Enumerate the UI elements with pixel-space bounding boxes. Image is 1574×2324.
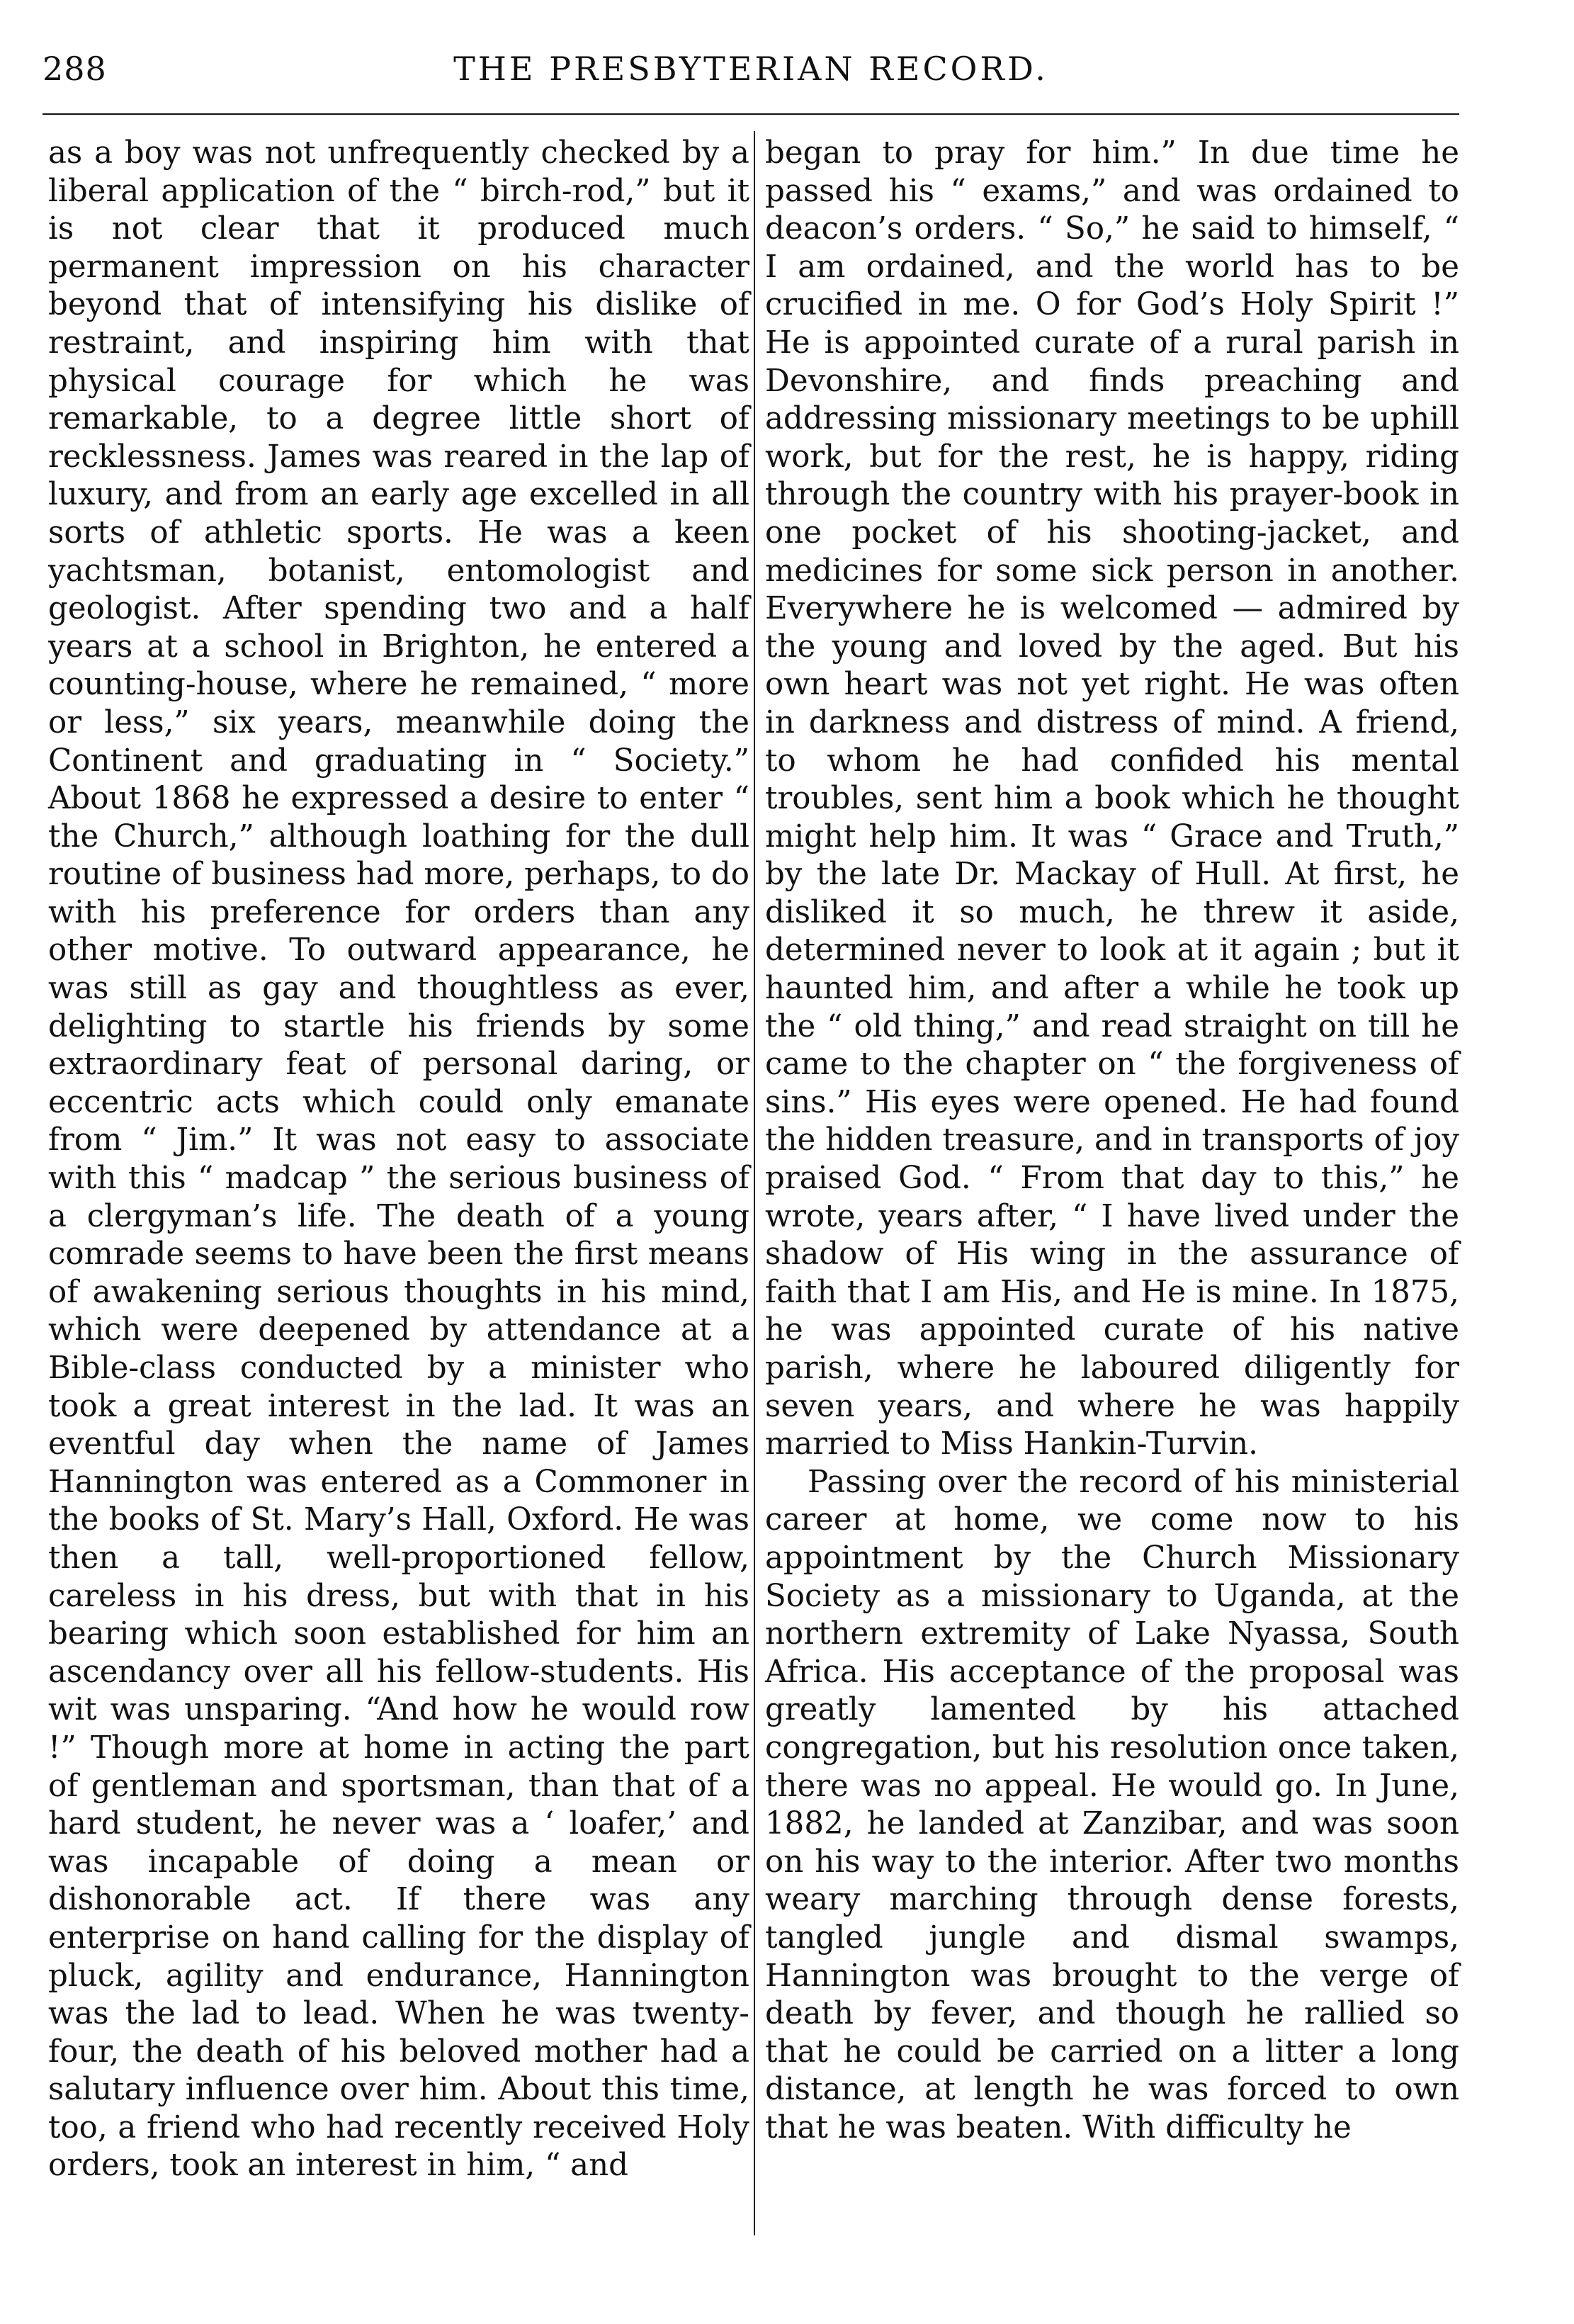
left-paragraph-1: as a boy was not unfrequently checked by a liberal application of the “ birch-rod,” but it is not clear that it produced much permanent impression on his character beyond that of intensifying his dislike of restraint, and inspiring him with that physical courage for which he was remarkable, to a degree little short of recklessness. James was reared in the lap of luxury, and from an early age excelled in all sorts of athletic sports. He was a keen yachtsman, botanist, entomologist and geologist. After spending two and a half years at a school in Brighton, he entered a counting-house, where he remained, “ more or less,” six years, meanwhile doing the Continent and graduating in “ Society.” About 1868 he expressed a desire to enter “ the Church,” although loathing for the dull routine of business had more, perhaps, to do with his preference for orders than any other motive. To outward appearance, he was still as gay and thoughtless as ever, delighting to startle his friends by some extraordinary feat of personal daring, or eccentric acts which could only emanate from “ Jim.” It was not easy to associate with this “ madcap ” the serious business of a clergyman’s life. The death of a young comrade seems to have been the first means of awakening serious thoughts in his mind, which were deepened by attendance at a Bible-class conducted by a minister who took a great interest in the lad. It was an eventful day when the name of James Hannington was entered as a Commoner in the books of St. Mary’s Hall, Oxford. He was then a tall, well-proportioned fellow, careless in his dress, but with that in his bearing which soon established for him an ascendancy over all his fellow-students. His wit was unsparing. “And how he would row !” Though more at home in acting the part of gentleman and sportsman, than that of a hard student, he never was a ‘ loafer,’ and was incapable of doing a mean or dishonorable act. If there was any enterprise on hand calling for the display of pluck, agility and endurance, Hannington was the lad to lead. When he was twenty-four, the death of his beloved mother had a salutary influence over him. About this time, too, a friend who had recently received Holy orders, took an interest in him, “ and (48, 135, 749, 2184)
left-column (48, 135, 749, 2185)
journal-title: THE PRESBYTERIAN RECORD. (453, 50, 1048, 88)
page-number: 288 (43, 50, 107, 88)
running-header (43, 43, 1459, 92)
header-rule (43, 113, 1459, 115)
right-paragraph-2: Passing over the record of his ministerial career at home, we come now to his appointment by the Church Missionary Society as a missionary to Uganda, at the northern extremity of Lake Nyassa, South Africa. His acceptance of the proposal was greatly lamented by his attached congregation, but his resolution once taken, there was no appeal. He would go. In June, 1882, he landed at Zanzibar, and was soon on his way to the interior. After two months weary marching through dense forests, tangled jungle and dismal swamps, Hannington was brought to the verge of death by fever, and though he rallied so that he could be carried on a litter a long distance, at length he was forced to own that he was beaten. With difficulty he (765, 1464, 1459, 2145)
column-divider (754, 131, 755, 2235)
right-column (765, 135, 1459, 2147)
right-paragraph-1: began to pray for him.” In due time he passed his “ exams,” and was ordained to deacon’s orders. “ So,” he said to himself, “ I am ordained, and the world has to be crucified in me. O for God’s Holy Spirit !” He is appointed curate of a rural parish in Devonshire, and finds preaching and addressing missionary meetings to be uphill work, but for the rest, he is happy, riding through the country with his prayer-book in one pocket of his shooting-jacket, and medicines for some sick person in another. Everywhere he is welcomed — admired by the young and loved by the aged. But his own heart was not yet right. He was often in darkness and distress of mind. A friend, to whom he had confided his mental troubles, sent him a book which he thought might help him. It was “ Grace and Truth,” by the late Dr. Mackay of Hull. At first, he disliked it so much, he threw it aside, determined never to look at it again ; but it haunted him, and after a while he took up the “ old thing,” and read straight on till he came to the chapter on “ the forgiveness of sins.” His eyes were opened. He had found the hidden treasure, and in transports of joy praised God. “ From that day to this,” he wrote, years after, “ I have lived under the shadow of His wing in the assurance of faith that I am His, and He is mine. In 1875, he was appointed curate of his native parish, where he laboured diligently for seven years, and where he was happily married to Miss Hankin-Turvin. (765, 135, 1459, 1462)
